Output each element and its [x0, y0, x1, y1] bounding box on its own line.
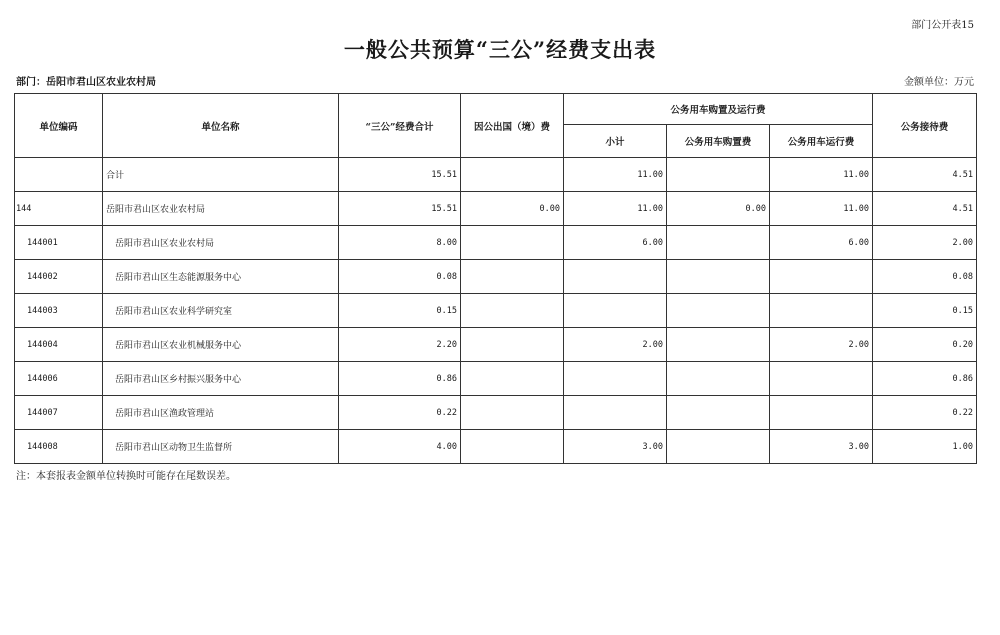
- cell-abroad: [461, 396, 564, 430]
- cell-abroad: [461, 362, 564, 396]
- form-number: 部门公开表15: [911, 20, 974, 31]
- cell-reception: 4.51: [873, 158, 977, 192]
- table-body: [15, 158, 977, 464]
- header-purchase: 公务用车购置费: [667, 125, 770, 158]
- cell-unit-name: 岳阳市君山区生态能源服务中心: [103, 260, 339, 294]
- cell-subtotal: [564, 294, 667, 328]
- cell-purchase: 0.00: [667, 192, 770, 226]
- header-unit-code: 单位编码: [15, 94, 103, 158]
- cell-total: 15.51: [339, 158, 461, 192]
- header-operation: 公务用车运行费: [770, 125, 873, 158]
- cell-purchase: [667, 362, 770, 396]
- table-row: [15, 260, 977, 294]
- cell-unit-name: 岳阳市君山区农业科学研究室: [103, 294, 339, 328]
- cell-operation: [770, 260, 873, 294]
- cell-purchase: [667, 430, 770, 464]
- cell-abroad: [461, 294, 564, 328]
- cell-operation: 11.00: [770, 158, 873, 192]
- cell-total: 15.51: [339, 192, 461, 226]
- table-row: [15, 158, 977, 192]
- cell-purchase: [667, 294, 770, 328]
- page-title: 一般公共预算“三公”经费支出表: [343, 37, 657, 62]
- cell-total: 0.86: [339, 362, 461, 396]
- cell-abroad: 0.00: [461, 192, 564, 226]
- cell-operation: 3.00: [770, 430, 873, 464]
- cell-operation: [770, 362, 873, 396]
- table-row: [15, 328, 977, 362]
- cell-unit-name: 合计: [103, 158, 339, 192]
- cell-operation: [770, 294, 873, 328]
- cell-abroad: [461, 226, 564, 260]
- table-row: [15, 396, 977, 430]
- cell-unit-name: 岳阳市君山区动物卫生监督所: [103, 430, 339, 464]
- cell-reception: 0.20: [873, 328, 977, 362]
- table-row: [15, 226, 977, 260]
- header-total: “三公”经费合计: [339, 94, 461, 158]
- amount-unit-label: 金额单位：万元: [904, 77, 974, 88]
- cell-unit-code: 144: [15, 192, 103, 226]
- header-subtotal: 小计: [564, 125, 667, 158]
- cell-unit-name: 岳阳市君山区乡村振兴服务中心: [103, 362, 339, 396]
- department-label: 部门：岳阳市君山区农业农村局: [16, 77, 156, 88]
- header-abroad: 因公出国（境）费: [461, 94, 564, 158]
- cell-operation: [770, 396, 873, 430]
- cell-reception: 0.08: [873, 260, 977, 294]
- cell-reception: 1.00: [873, 430, 977, 464]
- table-row: [15, 362, 977, 396]
- table-row: [15, 192, 977, 226]
- cell-unit-name: 岳阳市君山区农业农村局: [103, 226, 339, 260]
- cell-unit-name: 岳阳市君山区农业机械服务中心: [103, 328, 339, 362]
- table-row: [15, 294, 977, 328]
- cell-subtotal: [564, 260, 667, 294]
- cell-purchase: [667, 328, 770, 362]
- cell-purchase: [667, 396, 770, 430]
- cell-reception: 0.15: [873, 294, 977, 328]
- header-unit-name: 单位名称: [103, 94, 339, 158]
- table-row: [15, 430, 977, 464]
- cell-subtotal: [564, 396, 667, 430]
- cell-unit-code: 144006: [15, 362, 103, 396]
- cell-reception: 0.86: [873, 362, 977, 396]
- cell-total: 0.08: [339, 260, 461, 294]
- cell-purchase: [667, 260, 770, 294]
- cell-subtotal: 11.00: [564, 158, 667, 192]
- cell-purchase: [667, 158, 770, 192]
- cell-operation: 11.00: [770, 192, 873, 226]
- cell-total: 0.22: [339, 396, 461, 430]
- cell-unit-name: 岳阳市君山区农业农村局: [103, 192, 339, 226]
- cell-unit-code: 144004: [15, 328, 103, 362]
- cell-unit-code: 144008: [15, 430, 103, 464]
- cell-purchase: [667, 226, 770, 260]
- cell-unit-code: 144007: [15, 396, 103, 430]
- header-vehicle-group: 公务用车购置及运行费: [564, 94, 873, 125]
- cell-subtotal: 11.00: [564, 192, 667, 226]
- expenditure-table: [14, 93, 977, 464]
- cell-reception: 0.22: [873, 396, 977, 430]
- cell-reception: 4.51: [873, 192, 977, 226]
- cell-abroad: [461, 260, 564, 294]
- header-reception: 公务接待费: [873, 94, 977, 158]
- cell-total: 8.00: [339, 226, 461, 260]
- cell-operation: 2.00: [770, 328, 873, 362]
- cell-abroad: [461, 328, 564, 362]
- cell-unit-code: 144001: [15, 226, 103, 260]
- cell-operation: 6.00: [770, 226, 873, 260]
- cell-subtotal: 3.00: [564, 430, 667, 464]
- cell-unit-name: 岳阳市君山区渔政管理站: [103, 396, 339, 430]
- cell-subtotal: 6.00: [564, 226, 667, 260]
- cell-reception: 2.00: [873, 226, 977, 260]
- cell-subtotal: 2.00: [564, 328, 667, 362]
- cell-unit-code: 144003: [15, 294, 103, 328]
- cell-unit-code: 144002: [15, 260, 103, 294]
- footnote: 注：本套报表金额单位转换时可能存在尾数误差。: [16, 471, 236, 482]
- cell-unit-code: [15, 158, 103, 192]
- cell-total: 4.00: [339, 430, 461, 464]
- cell-total: 0.15: [339, 294, 461, 328]
- cell-total: 2.20: [339, 328, 461, 362]
- cell-subtotal: [564, 362, 667, 396]
- cell-abroad: [461, 430, 564, 464]
- cell-abroad: [461, 158, 564, 192]
